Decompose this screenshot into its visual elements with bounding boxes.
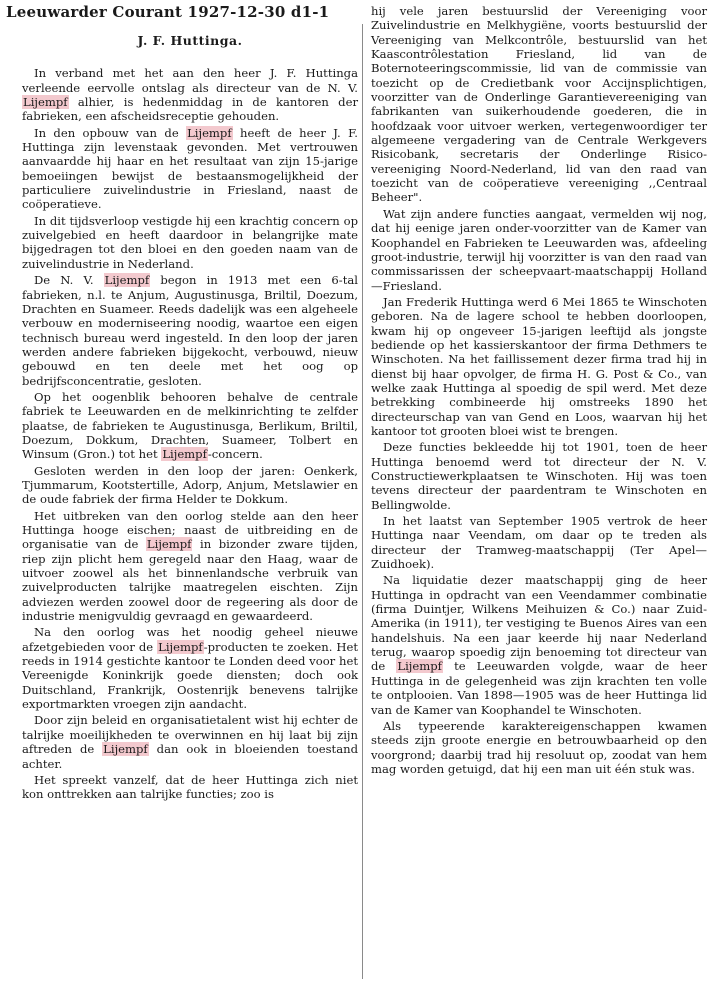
highlighted-term: Lijempf [162, 447, 207, 462]
article-paragraph: De N. V. Lijempf begon in 1913 met een 6-tal fabrieken, n.l. te Anjum, Augustinusga, Briltil, Doezum, Drachten en Suameer. Reeds dadelijk was een algeheele verbouw en moderniseering noodig, waartoe een eigen technisch bureau werd ingesteld. In den loop der jaren werden andere fabrieken bijgekocht, verbouwd, nieuw gebouwd en ten deele met het oog op bedrijfsconcentratie, gesloten. [22, 273, 358, 388]
article-paragraph: Het uitbreken van den oorlog stelde aan den heer Huttinga hooge eischen; naast de uitbreiding en de organisatie van de Lijempf in bizonder zware tijden, riep zijn plicht hem geregeld naar den Haag, waar de uitvoer zoowel als het binnenlandsche verbruik van zuivelproducten talrijke maatregelen eischten. Zijn adviezen werden zoowel door de regeering als door de industrie menigvuldig gevraagd en gewaardeerd. [22, 508, 359, 624]
article-paragraph: In het laatst van September 1905 vertrok de heer Huttinga naar Veendam, om daar op te treden als directeur der Tramweg-maatschappij (Ter Apel—Zuidhoek). [371, 514, 707, 572]
article-paragraph: Jan Frederik Huttinga werd 6 Mei 1865 te Winschoten geboren. Na de lagere school te hebben doorloopen, kwam hij op ongeveer 15-jarigen leeftijd als jongste bediende op het kassierskantoor der firma Dethmers te Winschoten. Na het faillissement dezer firma trad hij in dienst bij haar opvolger, de firma H. G. Post & Co., van welke zaak Huttinga al spoedig de spil werd. Met deze betrekking combineerde hij omstreeks 1890 het directeurschap van van Gend en Loos, waarvan hij het kantoor tot grooten bloei wist te brengen. [371, 294, 707, 438]
article-paragraph: Door zijn beleid en organisatietalent wist hij echter de talrijke moeilijkheden te overwinnen en hij laat bij zijn aftreden de Lijempf dan ook in bloeienden toestand achter. [22, 713, 358, 771]
article-paragraph: In dit tijdsverloop vestigde hij een krachtig concern op zuivelgebied en heeft daardoor in belangrijke mate bijgedragen tot den bloei en den goeden naam van de zuivelindustrie in Nederland. [22, 213, 358, 271]
highlighted-term: Lijempf [187, 125, 232, 140]
article-paragraph: Deze functies bekleedde hij tot 1901, toen de heer Huttinga benoemd werd tot directeur der N. V. Constructiewerkplaatsen te Winschoten. Hij was toen tevens directeur der paardentram te Winschoten en Bellingwolde. [371, 440, 707, 512]
article-paragraph: In den opbouw van de Lijempf heeft de heer J. F. Huttinga zijn levenstaak gevonden. Met vertrouwen aanvaardde hij haar en het resultaat van zijn 15-jarige bemoeiingen bewijst de bestaansmogelijkheid der particuliere zuivelindustrie in Friesland, naast de coöperatieve. [22, 125, 358, 212]
article-paragraph: Na liquidatie dezer maatschappij ging de heer Huttinga in opdracht van een Veendammer combinatie (firma Duintjer, Wilkens Meihuizen & Co.) naar Zuid-Amerika (in 1911), ter vestiging te Buenos Aires van een handelshuis. Na een jaar keerde hij naar Nederland terug, waarop spoedig zijn benoeming tot directeur van de Lijempf te Leeuwarden volgde, waar de heer Huttinga in de gelegenheid was zijn krachten ten volle te ontplooien. Van 1898—1905 was de heer Huttinga lid van de Kamer van Koophandel te Winschoten. [371, 573, 707, 717]
article-paragraph: Op het oogenblik behooren behalve de centrale fabriek te Leeuwarden en de melkinrichting te zelfder plaatse, de fabrieken te Augustinusga, Berlikum, Briltil, Doezum, Dokkum, Drachten, Suameer, Tolbert en Winsum (Gron.) tot het Lijempf-concern. [22, 389, 358, 462]
highlighted-term: Lijempf [146, 537, 192, 552]
highlighted-term: Lijempf [103, 742, 148, 757]
article-paragraph: Gesloten werden in den loop der jaren: Oenkerk, Tjummarum, Kootstertille, Adorp, Anjum, Metslawier en de oude fabriek der firma Helder te Dokkum. [22, 463, 358, 507]
highlighted-term: Lijempf [104, 273, 150, 288]
article-title: J. F. Huttinga. [137, 33, 243, 48]
column-divider [362, 24, 363, 979]
article-paragraph: Na den oorlog was het noodig geheel nieuwe afzetgebieden voor de Lijempf-producten te zoeken. Het reeds in 1914 gestichte kantoor te Londen deed voor het Vereenigde Koninkrijk goede diensten; doch ook Duitschland, Frankrijk, Oostenrijk benevens talrijke exportmarkten vroegen zijn aandacht. [22, 625, 358, 712]
highlighted-term: Lijempf [23, 95, 68, 110]
article-paragraph: Als typeerende karaktereigenschappen kwamen steeds zijn groote energie en betrouwbaarheid op den voorgrond; daarbij trad hij resoluut op, zoodat van hem mag worden getuigd, dat hij een man uit één stuk was. [371, 718, 707, 776]
article-paragraph: Wat zijn andere functies aangaat, vermelden wij nog, dat hij eenige jaren onder-voorzitter van de Kamer van Koophandel en Fabrieken te Leeuwarden was, afdeeling groot-industrie, terwijl hij voorzitter is van den raad van commissarissen der scheepvaart-maatschappij Holland—Friesland. [371, 206, 707, 293]
highlighted-term: Lijempf [397, 659, 442, 674]
right-paragraphs [371, 4, 707, 776]
highlighted-term: Lijempf [158, 639, 203, 654]
newspaper-source-header: Leeuwarder Courant 1927-12-30 d1-1 [6, 3, 330, 21]
left-paragraphs [22, 66, 358, 801]
article-paragraph: hij vele jaren bestuurslid der Vereeniging voor Zuivelindustrie en Melkhygiëne, voorts bestuurslid der Vereeniging van Melkcontrôle, bestuurslid van het Kaascontrôlestation Friesland, lid van de Boternoteeringscommissie, lid van de commissie van toezicht op de Credietbank voor Accijnsplichtigen, voorzitter van de Onderlinge Garantievereeniging van fabrikanten van suikerhoudende goederen, die in hoofdzaak voor uitvoer werken, vertegenwoordiger ter algemeene vergadering van de Centrale Werkgevers Risicobank, secretaris der Onderlinge Risico-vereeniging Noord-Nederland, lid van den raad van toezicht van de coöperatieve vereeniging ,,Centraal Beheer". [371, 4, 707, 205]
article-paragraph: In verband met het aan den heer J. F. Huttinga verleende eervolle ontslag als directeur van de N. V. Lijempf alhier, is hedenmiddag in de kantoren der fabrieken, een afscheidsreceptie gehouden. [22, 66, 358, 124]
left-column [22, 26, 358, 804]
article-paragraph: Het spreekt vanzelf, dat de heer Huttinga zich niet kon onttrekken aan talrijke functies; zoo is [22, 772, 358, 802]
right-column [371, 4, 707, 778]
